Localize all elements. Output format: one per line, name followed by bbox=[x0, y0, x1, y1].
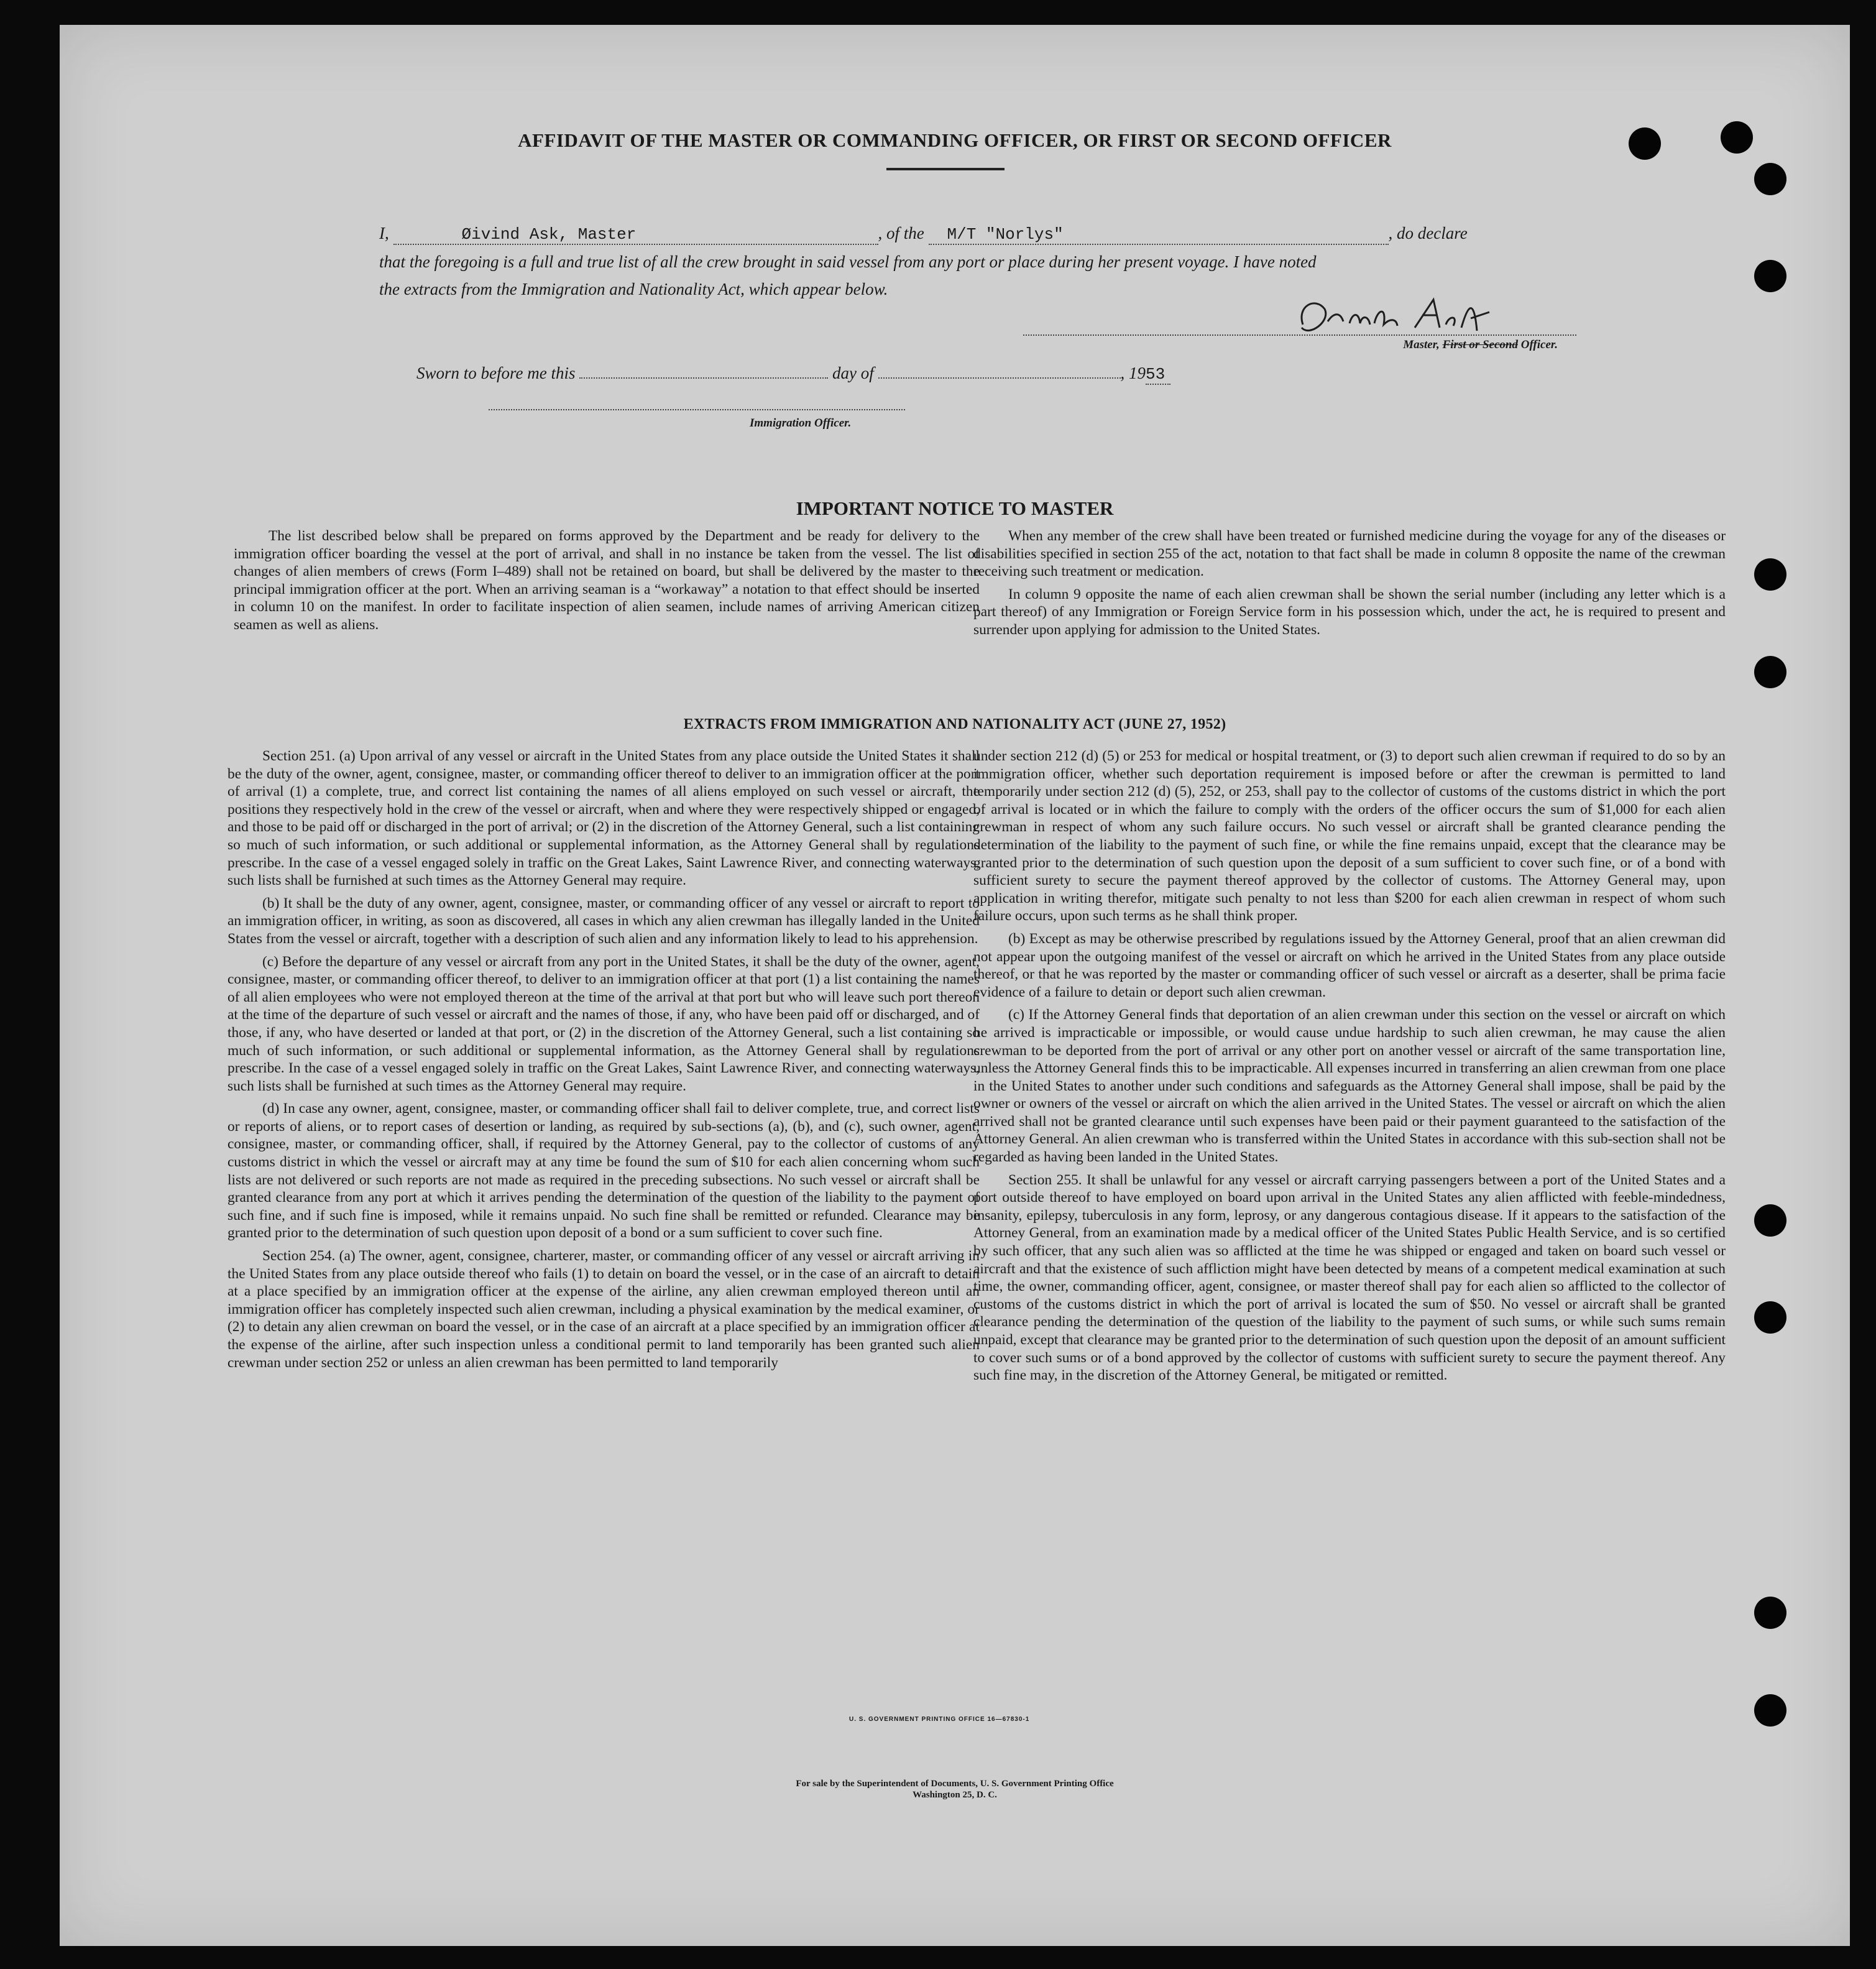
of-the-text: , of the bbox=[878, 224, 924, 242]
section-254-c: (c) If the Attorney General finds that deportation of an alien crewman under this section on the vessel or aircraft on which he arrived is impracticable or impossible, or would cause undue hardship to such alien crewman, he may cause the alien crewman to be deported from the port of arrival or any other port on another vessel or aircraft of the same transportation line, unless the Attorney General finds this to be impracticable. All expenses incurred in transferring an alien crewman from one place in the United States to another under such conditions and safeguards as the Attorney General shall impose, shall be paid by the owner or owners of the vessel or aircraft on which the alien arrived in the United States. The vessel or aircraft on which the alien arrived shall not be granted clearance until such expenses have been paid or their payment guaranteed to the satisfaction of the Attorney General. An alien crewman who is transferred within the United States in accordance with this sub-section shall not be regarded as having been landed in the United States. bbox=[973, 1007, 1726, 1166]
extracts-left-column bbox=[228, 747, 980, 1376]
day-of-text: day of bbox=[832, 364, 874, 382]
sworn-prefix: Sworn to before me this bbox=[416, 364, 576, 382]
sworn-month-field[interactable] bbox=[878, 377, 1121, 379]
notice-left-column bbox=[234, 527, 980, 639]
punch-hole bbox=[1754, 1597, 1786, 1629]
notice-left-paragraph: The list described below shall be prepared on forms approved by the Department and be ready for delivery to the immigration officer boarding the vessel at the port of arrival, and shall in no instance be taken from the vessel. The list of changes of alien members of crews (Form I–489) shall not be retained on board, but shall be delivered by the master to the principal immigration officer at the port. When an arriving seaman is a “workaway” a notation to that effect should be inserted in column 10 on the manifest. In order to facilitate inspection of alien seamen, include names of arriving American citizen seamen as well as aliens. bbox=[234, 528, 980, 633]
declaration-line-1 bbox=[379, 224, 1579, 245]
section-255: Section 255. It shall be unlawful for any vessel or aircraft carrying passengers between a port of the United States and a port outside thereof to have employed on board upon arrival in the United States any alien afflicted with feeble-mindedness, insanity, epilepsy, tuberculosis in any form, leprosy, or any dangerous contagious disease. If it appears to the satisfaction of the Attorney General, from an examination made by a medical officer of the United States Public Health Service, and is so certified by such officer, that any such alien was so afflicted at the time he was shipped or engaged and taken on board such vessel or aircraft and that the existence of such affliction might have been detected by means of a competent medical examination at such time, the owner, commanding officer, agent, consignee, or master thereof shall pay for each alien so afflicted to the collector of customs of the customs district in which the port of arrival is located the sum of $50. No vessel or aircraft shall be granted clearance pending the determination of the question of the liability to the payment of such sums, or while such sums remain unpaid, except that clearance may be granted prior to the determination of such question upon the deposit of an amount sufficient to cover such sums or of a bond approved by the collector of customs with sufficient surety to secure the payment thereof. Any such fine may, in the discretion of the Attorney General, be mitigated or remitted. bbox=[973, 1171, 1726, 1384]
notice-right-paragraph-2: In column 9 opposite the name of each alien crewman shall be shown the serial number (including any letter which is a part thereof) of any Immigration or Foreign Service form in his possession which, under the act, he is required to present and surrender upon applying for admission to the United States. bbox=[973, 586, 1726, 638]
punch-hole bbox=[1754, 1204, 1786, 1237]
section-254-b: (b) Except as may be otherwise prescribed by regulations issued by the Attorney General, proof that an alien crewman did not appear upon the outgoing manifest of the vessel or aircraft on which he arrived in the United States from any place outside thereof, or that he was reported by the master or commanding officer of such vessel or aircraft as a deserter, shall be prima facie evidence of a failure to detain or deport such alien crewman. bbox=[973, 930, 1726, 1000]
for-sale-notice bbox=[60, 1778, 1850, 1801]
handwritten-signature bbox=[1290, 293, 1539, 343]
title-struck: First or Second bbox=[1442, 338, 1518, 351]
signature-line[interactable] bbox=[1023, 334, 1576, 336]
gpo-imprint: U. S. GOVERNMENT PRINTING OFFICE 16—67830-1 bbox=[849, 1716, 1030, 1723]
vessel-field[interactable] bbox=[929, 224, 1389, 245]
vessel-name-value: M/T "Norlys" bbox=[947, 225, 1064, 244]
punch-hole bbox=[1721, 121, 1753, 154]
sworn-day-field[interactable] bbox=[579, 377, 828, 379]
immigration-officer-label: Immigration Officer. bbox=[750, 417, 852, 430]
notice-right-column bbox=[973, 527, 1726, 644]
declaration-line-3: the extracts from the Immigration and Nationality Act, which appear below. bbox=[379, 280, 888, 298]
punch-hole bbox=[1754, 260, 1786, 292]
punch-hole bbox=[1754, 163, 1786, 195]
master-name-field[interactable] bbox=[393, 224, 878, 245]
declaration-prefix: I, bbox=[379, 224, 389, 242]
punch-hole bbox=[1754, 1301, 1786, 1334]
year-field[interactable] bbox=[1146, 364, 1170, 385]
master-name-value: Øivind Ask, Master bbox=[461, 225, 637, 244]
section-254-a: Section 254. (a) The owner, agent, consignee, charterer, master, or commanding officer of any vessel or aircraft arriving in the United States from any place outside thereof who fails (1) to detain on board the vessel, or in the case of an aircraft to detain at a place specified by an immigration officer at the expense of the airline, any alien crewman employed thereon until an immigration officer has completely inspected such alien crewman, including a physical examination by the medical examiner, or (2) to detain any alien crewman on board the vessel, or in the case of an aircraft at a place specified by an immigration officer at the expense of the airline, after such inspection unless a conditional permit to land temporarily has been granted such alien crewman under section 252 or unless an alien crewman has been permitted to land temporarily bbox=[228, 1248, 980, 1371]
for-sale-line-2: Washington 25, D. C. bbox=[913, 1790, 997, 1800]
extracts-title: EXTRACTS FROM IMMIGRATION AND NATIONALITY ACT (JUNE 27, 1952) bbox=[683, 716, 1226, 732]
punch-hole bbox=[1754, 1694, 1786, 1727]
year-prefix: , 19 bbox=[1120, 364, 1146, 382]
document-page bbox=[60, 25, 1850, 1946]
title-master: Master, bbox=[1403, 338, 1440, 351]
section-254-a-continued: under section 212 (d) (5) or 253 for medical or hospital treatment, or (3) to deport such alien crewman if required to do so by an immigration officer, whether such deportation requirement is imposed before or after the crewman is permitted to land temporarily under section 212 (d) (5), 252, or 253, shall pay to the collector of customs of the customs district in which the port of arrival is located or in which the failure to comply with the orders of the officer occurs the sum of $1,000 for each alien crewman in respect of whom any such failure occurs. No such vessel or aircraft shall be granted clearance pending the determination of the liability to the payment of such fine, or while the fine remains unpaid, except that the clearance may be granted prior to the determination of such question upon the deposit of a sum sufficient to cover such fine, or of a bond with sufficient surety to secure the payment thereof approved by the collector of customs. The Attorney General may, upon application in writing therefor, mitigate such penalty to not less than $200 for each alien crewman in respect of whom such failure occurs, upon such terms as he shall think proper. bbox=[973, 748, 1726, 925]
year-value: 53 bbox=[1146, 365, 1166, 384]
do-declare-text: , do declare bbox=[1388, 224, 1468, 242]
affidavit-title: AFFIDAVIT OF THE MASTER OR COMMANDING OFFICER, OR FIRST OR SECOND OFFICER bbox=[518, 129, 1392, 151]
section-251-d: (d) In case any owner, agent, consignee, master, or commanding officer shall fail to deliver complete, true, and correct lists or reports of aliens, or to report cases of desertion or landing, as required by sub-sections (a), (b), and (c), such owner, agent, consignee, master, or commanding officer, shall, if required by the Attorney General, pay to the collector of customs of any customs district in which the vessel or aircraft may at any time be found the sum of $10 for each alien concerning whom such lists are not delivered or such reports are not made as required in the preceding subsections. No such vessel or aircraft shall be granted clearance from any port at which it arrives pending the determination of the question of the liability to the payment of such fine, and if such fine is imposed, while it remains unpaid. No such fine shall be remitted or refunded. Clearance may be granted prior to the determination of such question upon deposit of a bond or a sum sufficient to cover such fine. bbox=[228, 1100, 980, 1242]
punch-hole bbox=[1754, 656, 1786, 688]
title-officer: Officer. bbox=[1520, 338, 1558, 351]
punch-hole bbox=[1754, 558, 1786, 591]
notice-right-paragraph-1: When any member of the crew shall have been treated or furnished medicine during the voyage for any of the diseases or disabilities specified in section 255 of the act, notation to that fact shall be made in column 8 opposite the name of the crewman receiving such treatment or medication. bbox=[973, 528, 1726, 580]
section-251-a: Section 251. (a) Upon arrival of any vessel or aircraft in the United States from any place outside the United States it shall be the duty of the owner, agent, consignee, master, or commanding officer thereof to deliver to an immigration officer at the port of arrival (1) a complete, true, and correct list containing the names of all aliens employed on such vessel or aircraft, the positions they respectively hold in the crew of the vessel or aircraft, when and where they were respectively shipped or engaged, and those to be paid off or discharged in the port of arrival; or (2) in the discretion of the Attorney General, such a list containing so much of such information, or such additional or supplemental information, as the Attorney General shall by regulations prescribe. In the case of a vessel engaged solely in traffic on the Great Lakes, Saint Lawrence River, and connecting waterways, such lists shall be furnished at such times as the Attorney General may require. bbox=[228, 748, 980, 889]
for-sale-line-1: For sale by the Superintendent of Documents, U. S. Government Printing Office bbox=[796, 1779, 1114, 1789]
extracts-right-column bbox=[973, 747, 1726, 1390]
title-underline bbox=[886, 168, 1005, 170]
notice-title: IMPORTANT NOTICE TO MASTER bbox=[796, 497, 1114, 519]
master-signature-block bbox=[1023, 298, 1576, 361]
punch-hole bbox=[1629, 127, 1661, 160]
sworn-line bbox=[416, 364, 1170, 385]
section-251-c: (c) Before the departure of any vessel or aircraft from any port in the United States, it shall be the duty of the owner, agent, consignee, master, or commanding officer thereof, to deliver to an immigration officer at that port (1) a list containing the names of all alien employees who were not employed thereon at the time of the arrival at that port but who will leave such port thereon at the time of the departure of such vessel or aircraft and the names of those, if any, who have been paid off or discharged, and of those, if any, who have deserted or landed at that port, or (2) in the discretion of the Attorney General, such a list containing so much of such information, or such additional or supplemental information, as the Attorney General shall by regulations prescribe. In the case of a vessel engaged solely in traffic on the Great Lakes, Saint Lawrence River, and connecting waterways, such lists shall be furnished at such times as the Attorney General may require. bbox=[228, 953, 980, 1094]
declaration-line-2: that the foregoing is a full and true list of all the crew brought in said vessel from any port or place during her present voyage. I have noted bbox=[379, 252, 1317, 271]
section-251-b: (b) It shall be the duty of any owner, agent, consignee, master, or commanding officer of any vessel or aircraft to report to an immigration officer, in writing, as soon as discovered, all cases in which any alien crewman has illegally landed in the United States from the vessel or aircraft, together with a description of such alien and any information likely to lead to his apprehension. bbox=[228, 895, 980, 947]
immigration-officer-signature-line[interactable] bbox=[489, 409, 905, 410]
signature-title bbox=[1403, 338, 1558, 352]
